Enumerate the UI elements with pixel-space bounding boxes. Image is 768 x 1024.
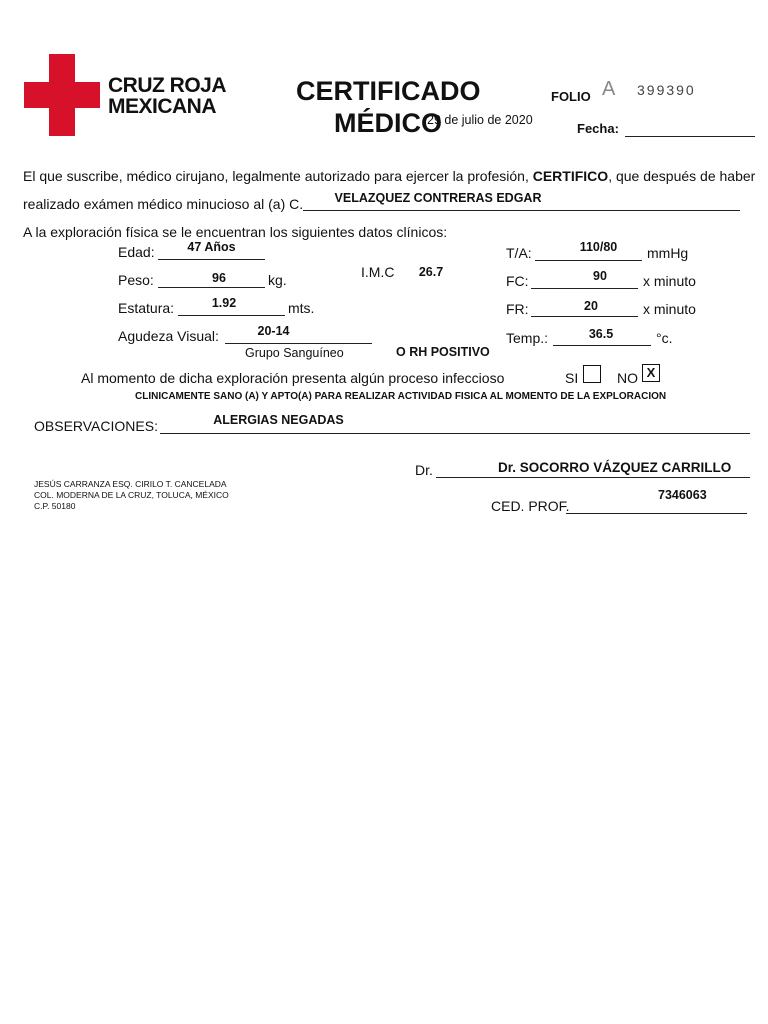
- folio-number: 399390: [637, 82, 696, 98]
- infection-question: Al momento de dicha exploración presenta algún proceso infeccioso: [81, 370, 505, 386]
- no-checkbox[interactable]: X: [642, 364, 660, 382]
- ta-value: 110/80: [579, 240, 618, 254]
- fr-value: 20: [584, 299, 598, 313]
- ta-label: T/A:: [506, 245, 532, 261]
- estatura-unit: mts.: [288, 300, 315, 316]
- imc-value: 26.7: [418, 265, 444, 279]
- intro-paragraph: El que suscribe, médico cirujano, legalmente autorizado para ejercer la profesión, CERTIFICO, que después de haber: [23, 168, 756, 184]
- certificate-date: 29 de julio de 2020: [427, 113, 533, 127]
- estatura-label: Estatura:: [118, 300, 175, 316]
- title-line1: CERTIFICADO: [296, 76, 481, 106]
- doctor-name: Dr. SOCORRO VÁZQUEZ CARRILLO: [498, 460, 732, 475]
- peso-label: Peso:: [118, 272, 154, 288]
- patient-name: VELAZQUEZ CONTRERAS EDGAR: [334, 191, 542, 205]
- fr-unit: x minuto: [643, 301, 696, 317]
- fc-label: FC:: [506, 273, 529, 289]
- peso-value: 96: [212, 271, 226, 285]
- fc-value: 90: [593, 269, 607, 283]
- folio-label: FOLIO: [551, 89, 591, 104]
- temp-value: 36.5: [588, 327, 614, 341]
- address-line1: JESÚS CARRANZA ESQ. CIRILO T. CANCELADA: [34, 479, 227, 489]
- dr-label: Dr.: [415, 462, 433, 478]
- ced-prof-value: 7346063: [658, 488, 707, 502]
- certifico-word: CERTIFICO: [532, 168, 609, 184]
- agudeza-value: 20-14: [257, 324, 290, 338]
- ta-unit: mmHg: [647, 245, 689, 261]
- no-label: NO: [617, 370, 638, 386]
- org-name-line2: MEXICANA: [108, 95, 217, 118]
- estatura-value: 1.92: [211, 296, 237, 310]
- temp-unit: °c.: [656, 330, 673, 346]
- fecha-line: [625, 136, 755, 137]
- edad-value: 47 Años: [187, 240, 236, 254]
- observations-label: OBSERVACIONES:: [34, 418, 158, 434]
- org-name-line1: CRUZ ROJA: [108, 74, 227, 97]
- exam-heading: A la exploración física se le encuentran los siguientes datos clínicos:: [23, 224, 448, 240]
- address-line2: COL. MODERNA DE LA CRUZ, TOLUCA, MÉXICO: [34, 490, 229, 500]
- temp-label: Temp.:: [506, 330, 549, 346]
- agudeza-label: Agudeza Visual:: [118, 328, 219, 344]
- si-checkbox[interactable]: [583, 365, 601, 383]
- cruz-roja-logo: [24, 54, 100, 136]
- fitness-statement: CLINICAMENTE SANO (A) Y APTO(A) PARA REALIZAR ACTIVIDAD FISICA AL MOMENTO DE LA EXPLORACION: [135, 391, 667, 402]
- fecha-label: Fecha:: [577, 121, 619, 136]
- patient-name-line: [303, 210, 740, 211]
- fc-unit: x minuto: [643, 273, 696, 289]
- intro-line2: realizado exámen médico minucioso al (a) C.: [23, 196, 304, 212]
- peso-unit: kg.: [268, 272, 287, 288]
- title-line2: MÉDICO: [334, 108, 442, 138]
- folio-series: A: [602, 78, 616, 100]
- fr-label: FR:: [506, 301, 529, 317]
- si-label: SI: [565, 370, 579, 386]
- observations-value: ALERGIAS NEGADAS: [213, 413, 344, 427]
- edad-label: Edad:: [118, 244, 155, 260]
- imc-label: I.M.C: [361, 264, 395, 280]
- address-line3: C.P. 50180: [34, 501, 76, 511]
- grupo-sanguineo-label: Grupo Sanguíneo: [245, 346, 344, 360]
- ced-prof-label: CED. PROF.: [491, 498, 570, 514]
- grupo-sanguineo-value: O RH POSITIVO: [396, 345, 490, 359]
